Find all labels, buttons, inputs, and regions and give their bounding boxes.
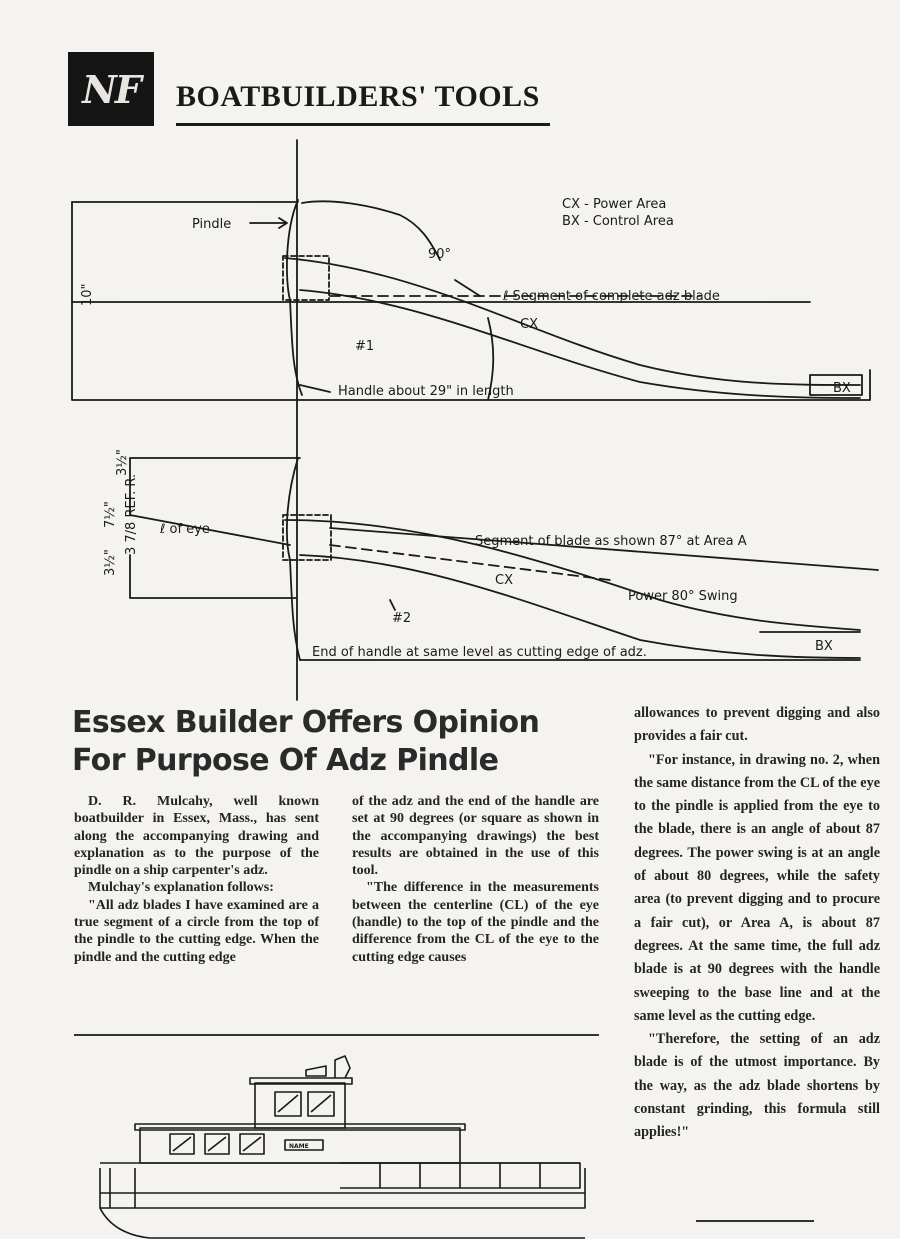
fig2-segment-label: Segment of blade as shown 87° at Area A xyxy=(475,534,747,549)
fig1-segment-arrow xyxy=(455,280,480,296)
fig2-blade-lower xyxy=(300,555,860,658)
fig2-number-label: #2 xyxy=(392,611,412,626)
boat-mast xyxy=(335,1056,350,1078)
fig2-eye-label: ℓ of eye xyxy=(160,522,210,537)
col2-paragraph: of the adz and the end of the handle are set at 90 degrees (or square as shown in the accompanying drawings) the best results are obtained in the use of this tool. xyxy=(352,794,599,879)
fig1-legend-bx: BX - Control Area xyxy=(562,214,674,229)
logo-text: NF xyxy=(82,66,140,112)
col1-paragraph: "All adz blades I have examined are a true segment of a circle from the top of the pindle to the cutting edge. When the pindle and the cutting edge xyxy=(74,897,319,965)
fig2-mark xyxy=(390,600,395,610)
fig2-dim-mid: 7½" xyxy=(103,501,118,528)
fig1-legend-cx: CX - Power Area xyxy=(562,197,667,212)
publication-logo xyxy=(68,52,154,126)
headline-line-1: Essex Builder Offers Opinion xyxy=(72,705,540,740)
adz-technical-drawing xyxy=(0,130,900,705)
fig1-segment-label: ℓ Segment of complete adz blade xyxy=(503,289,720,304)
fig2-bx-label: BX xyxy=(815,639,833,654)
fig2-pindle-outline xyxy=(287,458,300,660)
boat-rail-posts xyxy=(380,1163,540,1188)
fig1-number-label: #1 xyxy=(355,339,375,354)
col3-paragraph: "For instance, in drawing no. 2, when the same distance from the CL of the eye to the pindle is applied from the eye to the blade, there is an angle of about 87 degrees. The power swing is at an angle of about 80 degrees, while the safety area (to prevent digging and to procure a fair cut), or Area A, is about 87 degrees. At the same time, the full adz blade is at 90 degrees with the handle sweeping to the base line and at the same level as the cutting edge. xyxy=(634,751,880,1024)
boat-window-glare xyxy=(278,1095,331,1112)
fig2-dim-top: 3½" xyxy=(115,449,130,476)
fig1-blade-upper xyxy=(285,258,860,385)
fig2-dims-label: 3 7/8 REF. R. xyxy=(124,473,139,555)
col1-paragraph: D. R. Mulcahy, well known boatbuilder in Essex, Mass., has sent along the accompanying drawing and explanation as to the purpose of the pindle on a ship carpenter's adz. xyxy=(74,794,319,879)
fig1-handle-arrow xyxy=(300,385,330,392)
fig1-height-label: 10" xyxy=(80,283,95,306)
fig1-pindle-label: Pindle xyxy=(192,217,232,232)
article-headline xyxy=(72,704,612,780)
fig2-handle-label: End of handle at same level as cutting edge of adz. xyxy=(312,645,647,660)
fig2-cx-label: CX xyxy=(495,573,513,588)
boat-horn xyxy=(306,1066,326,1076)
col3-paragraph: "Therefore, the setting of an adz blade is of the utmost importance. By the way, as the adz blade shortens by constant grinding, this formula still applies!" xyxy=(634,1031,880,1141)
fig2-eye-line xyxy=(130,515,290,545)
fig2-power-label: Power 80° Swing xyxy=(628,589,738,604)
boat-wheelhouse xyxy=(255,1083,345,1128)
headline-line-2: For Purpose Of Adz Pindle xyxy=(72,743,499,778)
fig2-dim-low: 3½" xyxy=(103,549,118,576)
column-divider-rule xyxy=(74,1034,599,1036)
col3-paragraph: allowances to prevent digging and also provides a fair cut. xyxy=(634,705,880,745)
fig1-handle-label: Handle about 29" in length xyxy=(338,384,514,399)
boat-name-text: NAME xyxy=(289,1143,309,1150)
fig1-blade-lower xyxy=(300,290,860,398)
fig1-pindle-outline xyxy=(287,200,302,395)
boat-illustration xyxy=(40,1048,600,1239)
boat-hull-lower xyxy=(100,1208,585,1238)
fig1-90-arc xyxy=(302,201,440,260)
boat-cabin-roof xyxy=(135,1124,465,1130)
fig1-cx-label: CX xyxy=(520,317,538,332)
section-title: BOATBUILDERS' TOOLS xyxy=(176,80,540,113)
fig1-bx-label: BX xyxy=(833,381,851,396)
article-end-rule xyxy=(696,1220,814,1222)
article-column-2 xyxy=(352,793,599,966)
fig2-left-bottom xyxy=(130,555,296,598)
article-column-3 xyxy=(634,702,880,1145)
title-underline xyxy=(176,123,550,126)
fig1-angle-label: 90° xyxy=(428,247,452,262)
boat-bow-lines xyxy=(110,1168,135,1208)
boat-window-glare xyxy=(173,1137,261,1151)
col1-paragraph: Mulchay's explanation follows: xyxy=(88,880,274,896)
article-column-1 xyxy=(74,793,319,966)
col2-paragraph: "The difference in the measurements between the centerline (CL) of the eye (handle) to the top of the pindle and the difference from the CL of the eye to the cutting edge causes xyxy=(352,880,599,965)
